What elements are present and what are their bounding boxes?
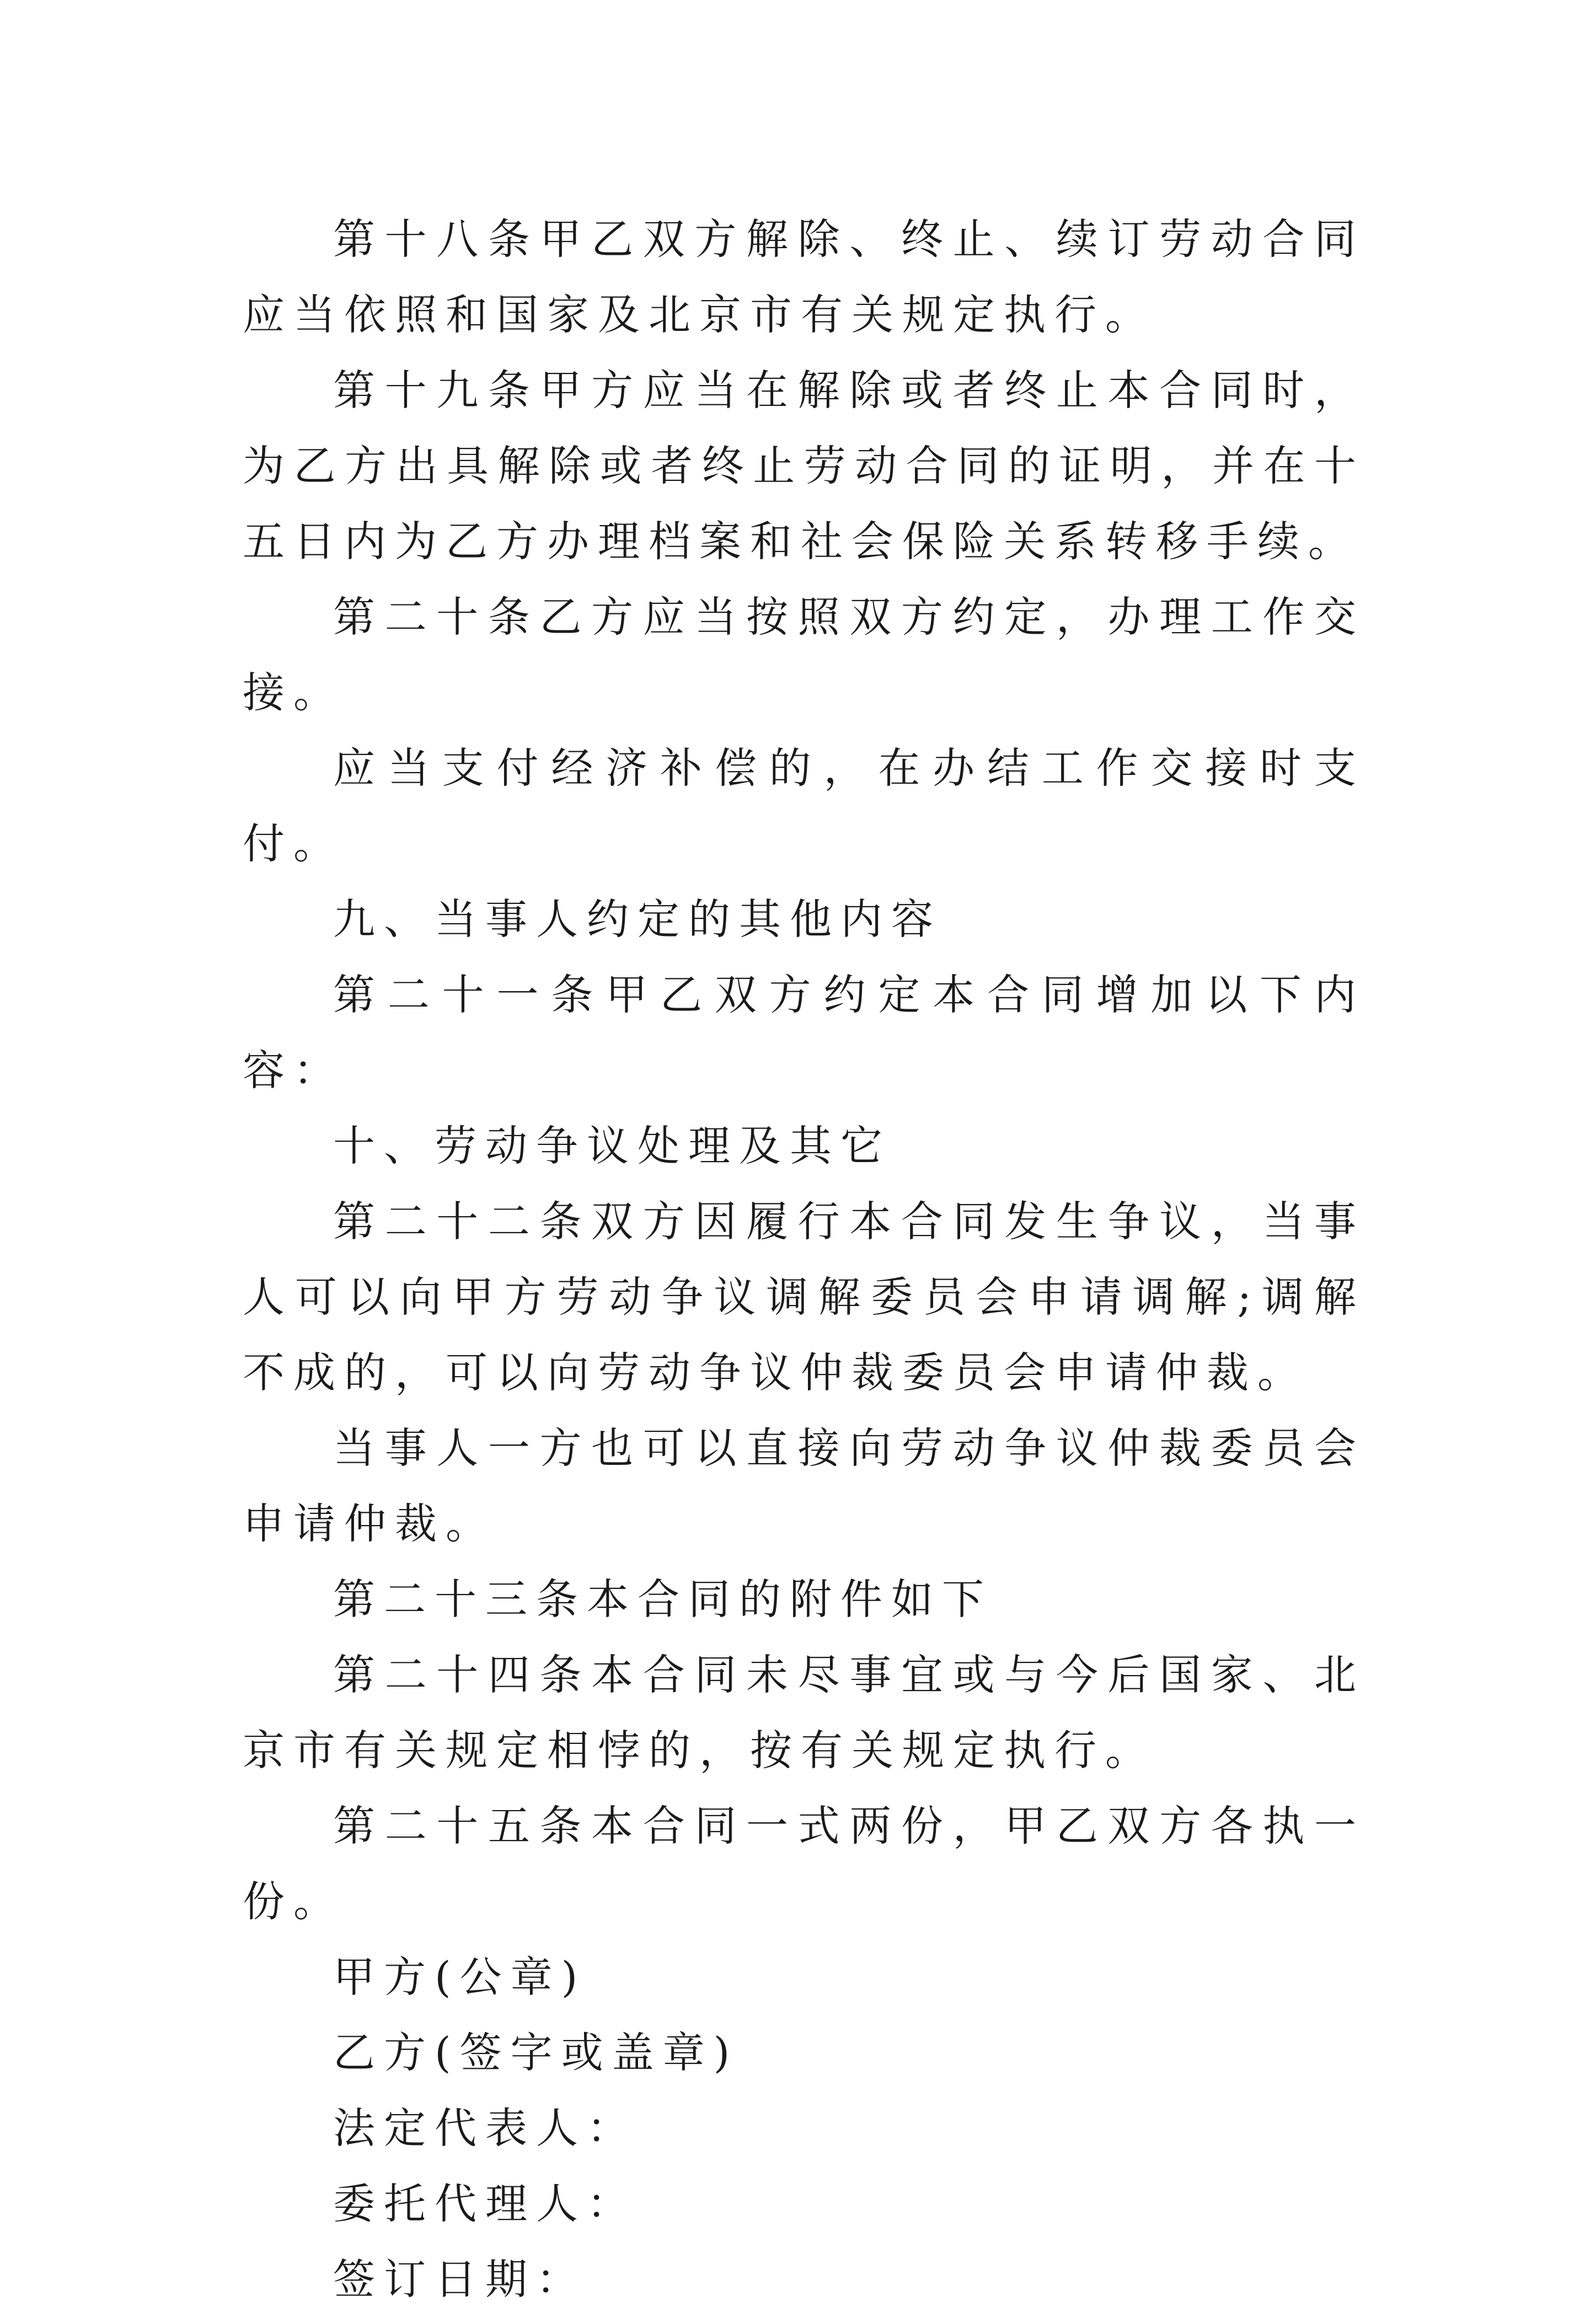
section-heading-9: 九、当事人约定的其他内容 xyxy=(333,895,942,944)
paragraph-article-23: 第二十三条本合同的附件如下 xyxy=(333,1575,993,1624)
signature-party-b: 乙方(签字或盖章) xyxy=(333,2028,739,2077)
signature-authorized-agent: 委托代理人： xyxy=(333,2179,638,2228)
signature-legal-representative: 法定代表人： xyxy=(333,2104,638,2153)
paragraph-article-25: 第二十五条本合同一式两份，甲乙双方各执一份。 xyxy=(243,1801,1365,1926)
paragraph-article-22: 第二十二条双方因履行本合同发生争议，当事人可以向甲方劳动争议调解委员会申请调解;调解不成的，可以向劳动争议仲裁委员会申请仲裁。 xyxy=(243,1197,1365,1397)
signature-party-a: 甲方(公章) xyxy=(333,1952,587,2002)
paragraph-article-24: 第二十四条本合同未尽事宜或与今后国家、北京市有关规定相悖的，按有关规定执行。 xyxy=(243,1650,1365,1775)
paragraph-arbitration: 当事人一方也可以直接向劳动争议仲裁委员会申请仲裁。 xyxy=(243,1424,1365,1548)
paragraph-compensation: 应当支付经济补偿的，在办结工作交接时支付。 xyxy=(243,743,1365,868)
paragraph-article-20: 第二十条乙方应当按照双方约定，办理工作交接。 xyxy=(243,592,1365,717)
paragraph-article-21: 第二十一条甲乙双方约定本合同增加以下内容： xyxy=(243,970,1365,1095)
document-body xyxy=(243,201,1365,2317)
paragraph-article-18: 第十八条甲乙双方解除、终止、续订劳动合同应当依照和国家及北京市有关规定执行。 xyxy=(243,215,1365,339)
paragraph-article-19: 第十九条甲方应当在解除或者终止本合同时，为乙方出具解除或者终止劳动合同的证明，并在十五日内为乙方办理档案和社会保险关系转移手续。 xyxy=(243,366,1365,566)
section-heading-10: 十、劳动争议处理及其它 xyxy=(333,1121,891,1170)
signature-date: 签订日期： xyxy=(333,2255,587,2304)
